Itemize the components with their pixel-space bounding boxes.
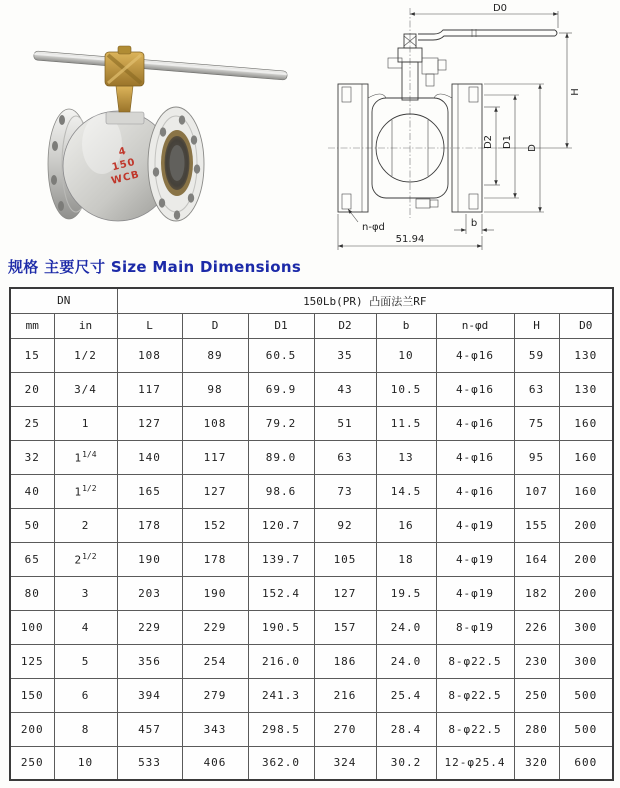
table-cell: 3/4 (54, 372, 117, 406)
table-cell: 155 (514, 508, 559, 542)
table-cell: 178 (182, 542, 248, 576)
table-cell: 79.2 (248, 406, 314, 440)
table-cell: 130 (559, 338, 613, 372)
dim-label-d1: D1 (502, 134, 513, 150)
table-cell: 19.5 (376, 576, 436, 610)
stamp-line-3: WCB (110, 169, 142, 187)
table-cell: 25.4 (376, 678, 436, 712)
col-header-mm: mm (10, 313, 54, 338)
table-cell: 10 (376, 338, 436, 372)
dim-label-h: H (570, 88, 581, 96)
table-cell: 43 (314, 372, 376, 406)
table-cell: 229 (117, 610, 182, 644)
table-cell: 51 (314, 406, 376, 440)
table-cell: 279 (182, 678, 248, 712)
table-cell: 10.5 (376, 372, 436, 406)
table-cell: 362.0 (248, 746, 314, 780)
table-cell: 89.0 (248, 440, 314, 474)
valve-handle-hub (105, 46, 144, 86)
dim-label-d: D (527, 144, 538, 152)
table-cell: 1/2 (54, 338, 117, 372)
table-cell: 15 (10, 338, 54, 372)
table-cell: 164 (514, 542, 559, 576)
table-cell: 270 (314, 712, 376, 746)
inch-fraction: 1/2 (82, 551, 97, 561)
table-cell: 127 (117, 406, 182, 440)
dim-d2 (483, 107, 500, 185)
table-cell: 203 (117, 576, 182, 610)
table-cell: 200 (559, 508, 613, 542)
table-cell: 25 (10, 406, 54, 440)
table-cell: 4-φ16 (436, 406, 514, 440)
dim-label-b: b (470, 218, 478, 229)
table-cell: 63 (314, 440, 376, 474)
table-cell: 75 (514, 406, 559, 440)
table-cell: 6 (54, 678, 117, 712)
table-column-header-row (10, 313, 613, 338)
table-cell: 69.9 (248, 372, 314, 406)
table-cell: 13 (376, 440, 436, 474)
valve-drawing-image (322, 0, 618, 260)
table-cell: 152.4 (248, 576, 314, 610)
table-cell: 14.5 (376, 474, 436, 508)
table-cell: 30.2 (376, 746, 436, 780)
table-cell: 63 (514, 372, 559, 406)
table-cell: 32 (10, 440, 54, 474)
table-cell: 12-φ25.4 (436, 746, 514, 780)
table-cell: 200 (10, 712, 54, 746)
table-cell: 40 (10, 474, 54, 508)
group-header-series: 150Lb(PR) 凸面法兰RF (117, 288, 613, 313)
table-group-header-row (10, 288, 613, 313)
valve-right-flange (148, 107, 204, 221)
table-cell: 100 (10, 610, 54, 644)
table-cell: 120.7 (248, 508, 314, 542)
table-cell: 230 (514, 644, 559, 678)
table-cell: 95 (514, 440, 559, 474)
stamp-line-2: 150 (110, 156, 137, 174)
table-cell: 139.7 (248, 542, 314, 576)
table-row (10, 440, 613, 474)
col-header-d1: D1 (248, 313, 314, 338)
table-cell: 250 (10, 746, 54, 780)
dim-label-overall: 51.94 (395, 234, 425, 245)
table-cell: 8 (54, 712, 117, 746)
table-cell: 127 (314, 576, 376, 610)
table-cell: 117 (117, 372, 182, 406)
table-cell: 190.5 (248, 610, 314, 644)
col-header-nphid: n-φd (436, 313, 514, 338)
table-cell: 500 (559, 712, 613, 746)
dim-h (498, 33, 581, 148)
table-cell: 500 (559, 678, 613, 712)
table-cell: 59 (514, 338, 559, 372)
table-row (10, 508, 613, 542)
inch-fraction: 1/2 (82, 483, 97, 493)
dim-label-d2: D2 (483, 134, 494, 150)
table-row (10, 542, 613, 576)
table-row (10, 372, 613, 406)
table-cell: 182 (514, 576, 559, 610)
valve-photo-image (6, 4, 306, 244)
table-cell: 50 (10, 508, 54, 542)
table-cell: 600 (559, 746, 613, 780)
drawing-handle (418, 29, 557, 40)
col-header-d0: D0 (559, 313, 613, 338)
table-cell: $1^{1/4}$ (54, 440, 117, 474)
table-cell: 4-φ19 (436, 508, 514, 542)
table-cell: $1^{1/2}$ (54, 474, 117, 508)
table-cell: $2^{1/2}$ (54, 542, 117, 576)
col-header-h: H (514, 313, 559, 338)
table-cell: 4-φ19 (436, 542, 514, 576)
table-cell: 216.0 (248, 644, 314, 678)
table-cell: 160 (559, 474, 613, 508)
dim-n-phi-d (348, 209, 385, 233)
table-cell: 10 (54, 746, 117, 780)
table-cell: 4-φ16 (436, 440, 514, 474)
col-header-in: in (54, 313, 117, 338)
table-row (10, 678, 613, 712)
table-cell: 150 (10, 678, 54, 712)
table-cell: 160 (559, 406, 613, 440)
valve-drawing (322, 0, 618, 260)
table-cell: 406 (182, 746, 248, 780)
table-cell: 8-φ22.5 (436, 678, 514, 712)
table-cell: 28.4 (376, 712, 436, 746)
table-row (10, 474, 613, 508)
stamp-line-1: 4 (117, 145, 128, 159)
table-cell: 216 (314, 678, 376, 712)
table-cell: 92 (314, 508, 376, 542)
table-row (10, 576, 613, 610)
valve-handle (34, 51, 288, 80)
section-title: 规格 主要尺寸 Size Main Dimensions (8, 258, 302, 276)
table-cell: 24.0 (376, 644, 436, 678)
group-header-dn: DN (10, 288, 117, 313)
table-cell: 300 (559, 610, 613, 644)
table-cell: 300 (559, 644, 613, 678)
table-cell: 4-φ19 (436, 576, 514, 610)
table-cell: 343 (182, 712, 248, 746)
table-cell: 4-φ16 (436, 474, 514, 508)
table-cell: 165 (117, 474, 182, 508)
table-cell: 298.5 (248, 712, 314, 746)
table-cell: 24.0 (376, 610, 436, 644)
dim-b (454, 214, 494, 234)
table-cell: 200 (559, 542, 613, 576)
table-cell: 226 (514, 610, 559, 644)
dim-overall (338, 214, 482, 250)
table-row (10, 746, 613, 780)
table-cell: 8-φ22.5 (436, 712, 514, 746)
table-cell: 130 (559, 372, 613, 406)
table-cell: 4-φ16 (436, 372, 514, 406)
table-cell: 457 (117, 712, 182, 746)
table-cell: 8-φ22.5 (436, 644, 514, 678)
inch-fraction: 1/4 (82, 449, 97, 459)
table-cell: 140 (117, 440, 182, 474)
col-header-b: b (376, 313, 436, 338)
dimensions-table (9, 287, 614, 781)
table-header (10, 288, 613, 338)
table-cell: 190 (117, 542, 182, 576)
table-cell: 105 (314, 542, 376, 576)
table-cell: 250 (514, 678, 559, 712)
table-cell: 533 (117, 746, 182, 780)
table-row (10, 406, 613, 440)
table-cell: 127 (182, 474, 248, 508)
table-row (10, 338, 613, 372)
table-row (10, 610, 613, 644)
table-cell: 11.5 (376, 406, 436, 440)
table-cell: 8-φ19 (436, 610, 514, 644)
table-cell: 160 (559, 440, 613, 474)
table-cell: 1 (54, 406, 117, 440)
table-cell: 157 (314, 610, 376, 644)
table-cell: 4 (54, 610, 117, 644)
table-cell: 229 (182, 610, 248, 644)
table-cell: 324 (314, 746, 376, 780)
table-cell: 200 (559, 576, 613, 610)
dim-label-d0: D0 (492, 3, 508, 14)
table-row (10, 712, 613, 746)
col-header-d2: D2 (314, 313, 376, 338)
table-cell: 320 (514, 746, 559, 780)
table-cell: 2 (54, 508, 117, 542)
col-header-l: L (117, 313, 182, 338)
table-cell: 125 (10, 644, 54, 678)
table-cell: 89 (182, 338, 248, 372)
table-cell: 108 (182, 406, 248, 440)
table-cell: 152 (182, 508, 248, 542)
table-body (10, 338, 613, 780)
table-cell: 73 (314, 474, 376, 508)
table-cell: 20 (10, 372, 54, 406)
valve-photo (6, 4, 306, 244)
table-cell: 4-φ16 (436, 338, 514, 372)
dim-label-n-phi-d: n-φd (362, 222, 385, 233)
valve-stem (106, 86, 144, 124)
table-cell: 108 (117, 338, 182, 372)
table-cell: 190 (182, 576, 248, 610)
table-cell: 3 (54, 576, 117, 610)
table-cell: 186 (314, 644, 376, 678)
table-cell: 98.6 (248, 474, 314, 508)
drawing-stem (388, 34, 446, 100)
table-cell: 394 (117, 678, 182, 712)
table-cell: 16 (376, 508, 436, 542)
table-cell: 18 (376, 542, 436, 576)
table-cell: 60.5 (248, 338, 314, 372)
table-cell: 35 (314, 338, 376, 372)
dim-d0 (410, 3, 558, 28)
table-cell: 107 (514, 474, 559, 508)
table-cell: 280 (514, 712, 559, 746)
table-cell: 254 (182, 644, 248, 678)
table-cell: 98 (182, 372, 248, 406)
table-cell: 241.3 (248, 678, 314, 712)
table-cell: 117 (182, 440, 248, 474)
table-cell: 80 (10, 576, 54, 610)
table-cell: 356 (117, 644, 182, 678)
col-header-d: D (182, 313, 248, 338)
table-cell: 5 (54, 644, 117, 678)
table-row (10, 644, 613, 678)
table-cell: 178 (117, 508, 182, 542)
table-cell: 65 (10, 542, 54, 576)
